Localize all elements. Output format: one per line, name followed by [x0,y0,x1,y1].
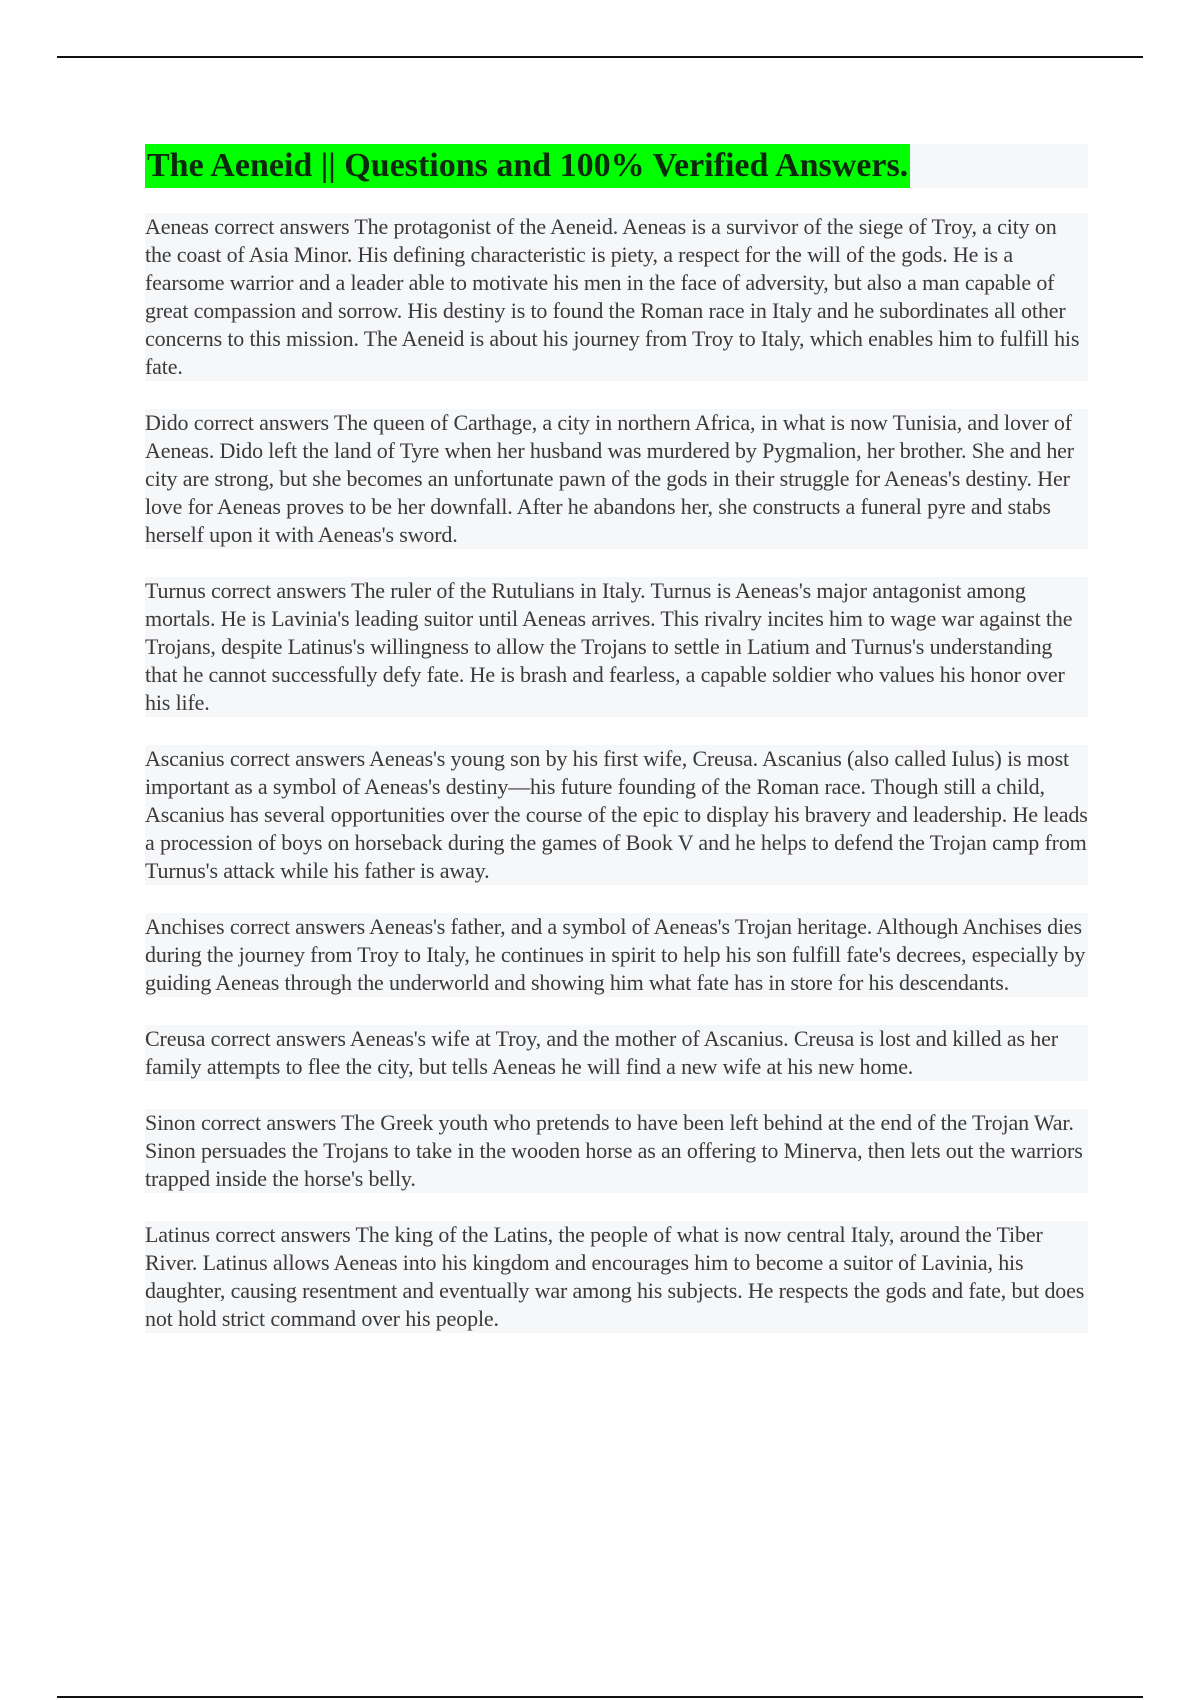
document-body [145,144,1088,1361]
top-rule [57,56,1143,58]
entry-definition: Aeneas's wife at Troy, and the mother of Ascanius. Creusa is lost and killed as her family attempts to flee the city, but tells Aeneas he will find a new wife at his new home. [145,1026,1058,1079]
bottom-rule [57,1696,1143,1698]
entry-term: Creusa [145,1026,206,1051]
title-band [145,144,1088,188]
entry-aeneas [145,213,1088,381]
entry-ascanius [145,745,1088,885]
entry-term: Ascanius [145,746,225,771]
answer-marker: correct answers [215,1222,351,1247]
answer-marker: correct answers [211,578,347,603]
answer-marker: correct answers [229,914,365,939]
entry-definition: Aeneas's young son by his first wife, Creusa. Ascanius (also called Iulus) is most important as a symbol of Aeneas's destiny—his future founding of the Roman race. Though still a child, Ascanius has several opportunities over the course of the epic to display his bravery and leadership. He leads a procession of boys on horseback during the games of Book V and he helps to defend the Trojan camp from Turnus's attack while his father is away. [145,746,1088,883]
entry-creusa [145,1025,1088,1081]
entry-term: Latinus [145,1222,210,1247]
entry-term: Aeneas [145,214,209,239]
entry-definition: The ruler of the Rutulians in Italy. Turnus is Aeneas's major antagonist among mortals. He is Lavinia's leading suitor until Aeneas arrives. This rivalry incites him to wage war against the Trojans, despite Latinus's willingness to allow the Trojans to settle in Latium and Turnus's understanding that he cannot successfully defy fate. He is brash and fearless, a capable soldier who values his honor over his life. [145,578,1073,715]
answer-marker: correct answers [193,410,329,435]
entry-dido [145,409,1088,549]
entry-term: Turnus [145,578,206,603]
entry-term: Sinon [145,1110,196,1135]
entry-anchises [145,913,1088,997]
entry-definition: The Greek youth who pretends to have been left behind at the end of the Trojan War. Sinon persuades the Trojans to take in the wooden horse as an offering to Minerva, then lets out the warriors trapped inside the horse's belly. [145,1110,1083,1191]
answer-marker: correct answers [200,1110,337,1135]
entry-term: Anchises [145,914,225,939]
document-title: The Aeneid || Questions and 100% Verified Answers. [145,144,910,188]
entry-definition: Aeneas's father, and a symbol of Aeneas's Trojan heritage. Although Anchises dies during the journey from Troy to Italy, he continues in spirit to help his son fulfill fate's decrees, especially by guiding Aeneas through the underworld and showing him what fate has in store for his descendants. [145,914,1086,995]
entry-sinon [145,1109,1088,1193]
entry-definition: The king of the Latins, the people of what is now central Italy, around the Tiber River. Latinus allows Aeneas into his kingdom and encourages him to become a suitor of Lavinia, his daughter, causing resentment and eventually war among his subjects. He respects the gods and fate, but does not hold strict command over his people. [145,1222,1085,1331]
entry-turnus [145,577,1088,717]
answer-marker: correct answers [210,1026,346,1051]
answer-marker: correct answers [214,214,350,239]
answer-marker: correct answers [229,746,365,771]
entry-definition: The protagonist of the Aeneid. Aeneas is a survivor of the siege of Troy, a city on the coast of Asia Minor. His defining characteristic is piety, a respect for the will of the gods. He is a fearsome warrior and a leader able to motivate his men in the face of adversity, but also a man capable of great compassion and sorrow. His destiny is to found the Roman race in Italy and he subordinates all other concerns to this mission. The Aeneid is about his journey from Troy to Italy, which enables him to fulfill his fate. [145,214,1080,379]
entry-term: Dido [145,410,189,435]
entry-latinus [145,1221,1088,1333]
entry-definition: The queen of Carthage, a city in northern Africa, in what is now Tunisia, and lover of Aeneas. Dido left the land of Tyre when her husband was murdered by Pygmalion, her brother. She and her city are strong, but she becomes an unfortunate pawn of the gods in their struggle for Aeneas's destiny. Her love for Aeneas proves to be her downfall. After he abandons her, she constructs a funeral pyre and stabs herself upon it with Aeneas's sword. [145,410,1074,547]
